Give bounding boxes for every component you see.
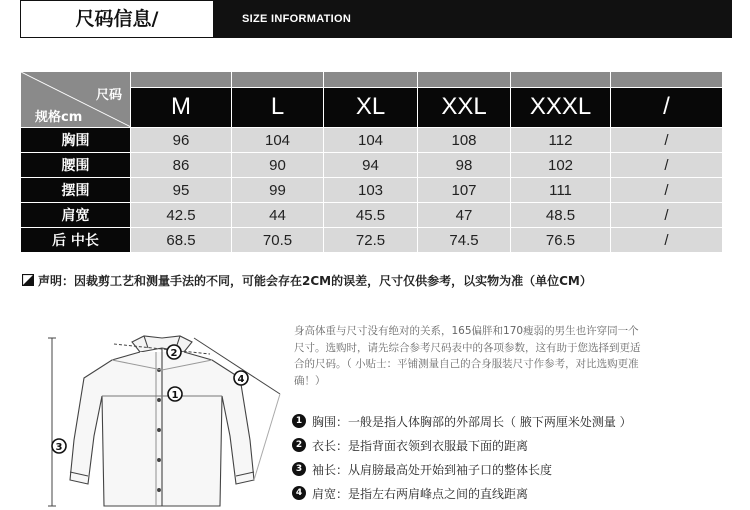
definition-text: 胸围：一般是指人体胸部的外部周长（ 腋下两厘米处测量 ）	[312, 414, 632, 429]
shirt-diagram	[44, 330, 284, 508]
size-header-slash: /	[611, 87, 723, 127]
table-cell: 104	[324, 128, 418, 153]
table-cell: 102	[511, 153, 611, 178]
table-cell: 99	[232, 178, 324, 203]
table-row-back-length	[21, 228, 723, 253]
disclaimer-text: 声明：因裁剪工艺和测量手法的不同，可能会存在2CM的误差，尺寸仅供参考，以实物为准（单位CM）	[38, 274, 592, 288]
number-badge-icon: 1	[292, 414, 306, 428]
size-header-xl: XL	[324, 87, 418, 127]
corner-spec-label: 规格cm	[35, 110, 83, 125]
table-cell: 48.5	[511, 203, 611, 228]
definition-text: 肩宽：是指左右两肩峰点之间的直线距离	[312, 486, 529, 501]
marker-2: 2	[170, 348, 178, 359]
row-label: 摆围	[21, 178, 131, 203]
table-cell: 111	[511, 178, 611, 203]
table-corner-cell	[21, 72, 131, 128]
size-table	[20, 72, 723, 253]
size-header-xxxl: XXXL	[511, 87, 611, 127]
marker-4: 4	[237, 374, 245, 385]
table-row-chest	[21, 128, 723, 153]
table-cell: 76.5	[511, 228, 611, 253]
table-cell: /	[611, 228, 723, 253]
number-badge-icon: 3	[292, 462, 306, 476]
notes-line: 尺寸。选购时，请先综合参考尺码表中的各项参数，这有助于您选择到更适	[294, 341, 641, 354]
table-cell: 104	[232, 128, 324, 153]
table-cell: 94	[324, 153, 418, 178]
definition-item	[292, 433, 712, 457]
row-label: 胸围	[21, 128, 131, 153]
table-cell: 44	[232, 203, 324, 228]
number-badge-icon: 4	[292, 486, 306, 500]
size-header-xxl: XXL	[418, 87, 511, 127]
table-cell: 45.5	[324, 203, 418, 228]
number-badge-icon: 2	[292, 438, 306, 452]
table-row-waist	[21, 153, 723, 178]
table-cell: 90	[232, 153, 324, 178]
definition-text: 袖长：从肩膀最高处开始到袖子口的整体长度	[312, 462, 553, 477]
table-row-hem	[21, 178, 723, 203]
table-cell: 98	[418, 153, 511, 178]
measurement-definitions	[292, 409, 712, 505]
table-cell: 72.5	[324, 228, 418, 253]
definition-item	[292, 457, 712, 481]
disclaimer-statement	[22, 272, 592, 289]
marker-1: 1	[171, 390, 179, 401]
corner-size-label: 尺码	[95, 88, 122, 103]
notes-line: 确！）	[294, 374, 326, 387]
section-title: 尺码信息/	[20, 0, 214, 38]
table-cell: /	[611, 178, 723, 203]
table-cell: /	[611, 128, 723, 153]
notes-paragraph	[294, 323, 694, 389]
size-header-m: M	[131, 87, 232, 127]
table-cell: 68.5	[131, 228, 232, 253]
table-cell: 42.5	[131, 203, 232, 228]
marker-3: 3	[55, 442, 63, 453]
table-cell: 47	[418, 203, 511, 228]
table-cell: 108	[418, 128, 511, 153]
table-cell: 112	[511, 128, 611, 153]
table-cell: 74.5	[418, 228, 511, 253]
shirt-illustration-icon	[44, 330, 284, 508]
size-table-container	[20, 72, 722, 253]
table-cell: 86	[131, 153, 232, 178]
definition-item	[292, 481, 712, 505]
header-bar	[20, 0, 732, 38]
table-top-strip	[21, 72, 723, 87]
row-label: 腰围	[21, 153, 131, 178]
definition-item	[292, 409, 712, 433]
notes-line: 合的尺码。（ 小贴士：平铺测量自己的合身服装尺寸作参考，对比选购更准	[294, 358, 639, 370]
table-cell: /	[611, 203, 723, 228]
size-header-l: L	[232, 87, 324, 127]
table-cell: 96	[131, 128, 232, 153]
table-cell: 107	[418, 178, 511, 203]
notes-line: 身高体重与尺寸没有绝对的关系，165偏胖和170瘦弱的男生也许穿同一个	[294, 325, 639, 337]
disclaimer-mark-icon	[22, 274, 34, 286]
row-label: 后 中长	[21, 228, 131, 253]
table-cell: 95	[131, 178, 232, 203]
row-label: 肩宽	[21, 203, 131, 228]
table-cell: 103	[324, 178, 418, 203]
table-cell: /	[611, 153, 723, 178]
table-cell: 70.5	[232, 228, 324, 253]
section-subtitle: SIZE INFORMATION	[242, 13, 352, 25]
table-row-shoulder	[21, 203, 723, 228]
definition-text: 衣长：是指背面衣领到衣服最下面的距离	[312, 438, 529, 453]
